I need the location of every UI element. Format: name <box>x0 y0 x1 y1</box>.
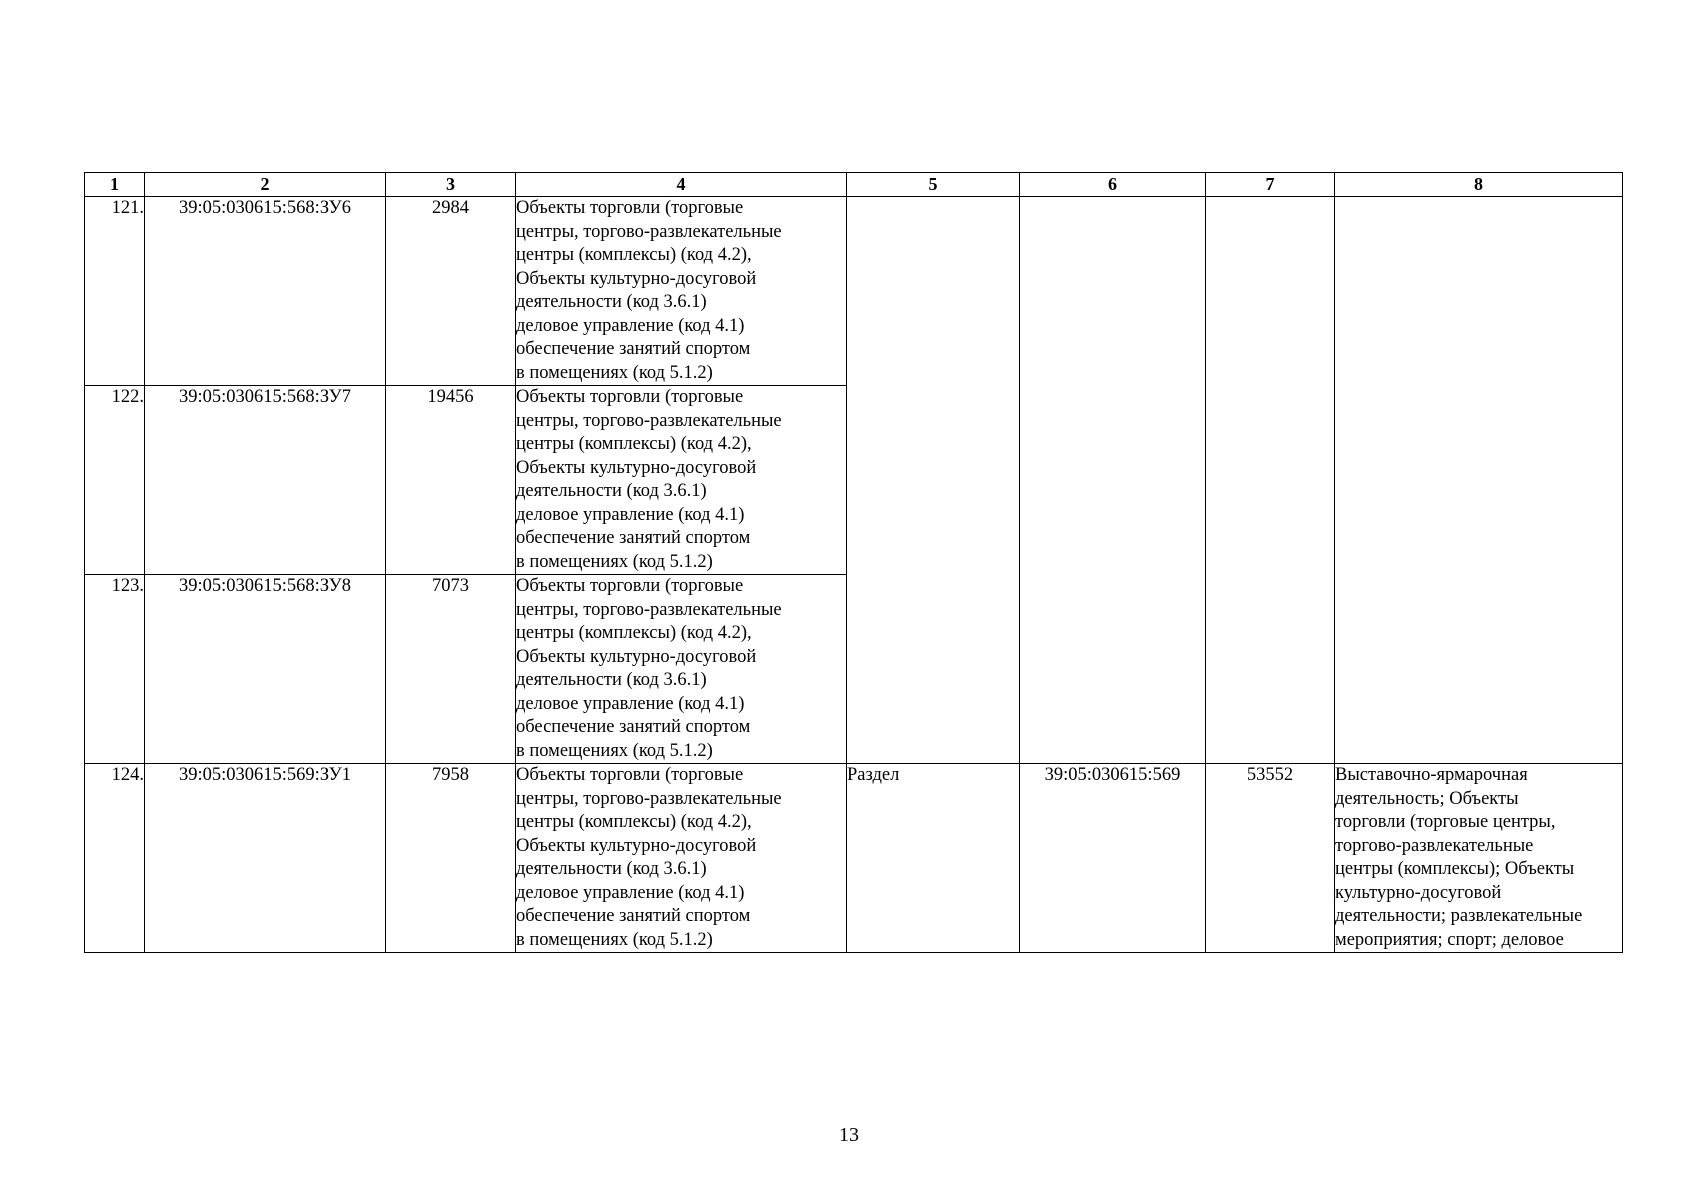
cadastral-number: 39:05:030615:568:ЗУ7 <box>145 386 386 575</box>
row-number: 124. <box>85 764 145 953</box>
permitted-use-line: Объекты культурно-досуговой <box>516 646 757 667</box>
permitted-use-line: центры (комплексы) (код 4.2), <box>516 245 752 265</box>
permitted-use-line: центры (комплексы) (код 4.2), <box>516 434 752 454</box>
header-row <box>85 173 1623 197</box>
column-header: 3 <box>386 173 516 197</box>
permitted-use <box>516 764 847 953</box>
permitted-use-line: обеспечение занятий спортом <box>516 717 751 737</box>
permitted-use-line: центры (комплексы) (код 4.2), <box>516 623 752 643</box>
cadastral-number: 39:05:030615:568:ЗУ6 <box>145 197 386 386</box>
parent-cadastral-empty <box>1020 197 1206 764</box>
permitted-use-line: Объекты торговли (торговые <box>516 387 744 407</box>
permitted-use <box>516 386 847 575</box>
row-number: 121. <box>85 197 145 386</box>
permitted-use-line: Объекты культурно-досуговой <box>516 835 757 856</box>
row-number: 123. <box>85 575 145 764</box>
permitted-use-line: обеспечение занятий спортом <box>516 906 751 926</box>
formation-method-empty <box>847 197 1020 764</box>
permitted-use-line: обеспечение занятий спортом <box>516 528 751 548</box>
formation-method: Раздел <box>847 764 1020 953</box>
plot-area: 7958 <box>386 764 516 953</box>
parent-use-line: деятельность; Объекты <box>1335 788 1519 809</box>
parent-plot-area: 53552 <box>1206 764 1335 953</box>
permitted-use-line: деловое управление (код 4.1) <box>516 315 745 336</box>
parent-permitted-use <box>1335 764 1623 953</box>
parent-use-line: мероприятия; спорт; деловое <box>1335 929 1564 950</box>
permitted-use-line: деятельности (код 3.6.1) <box>516 670 707 690</box>
permitted-use-line: деятельности (код 3.6.1) <box>516 481 707 501</box>
permitted-use-line: деловое управление (код 4.1) <box>516 882 745 903</box>
permitted-use-line: деятельности (код 3.6.1) <box>516 292 707 312</box>
permitted-use-line: в помещениях (код 5.1.2) <box>516 362 713 383</box>
parent-use-line: культурно-досуговой <box>1335 882 1502 903</box>
permitted-use-line: Объекты торговли (торговые <box>516 765 744 785</box>
parent-use-line: торговли (торговые центры, <box>1335 812 1556 832</box>
permitted-use-line: в помещениях (код 5.1.2) <box>516 929 713 950</box>
parent-use-line: Выставочно-ярмарочная <box>1335 765 1528 785</box>
plot-area: 19456 <box>386 386 516 575</box>
permitted-use-line: в помещениях (код 5.1.2) <box>516 740 713 761</box>
column-header: 7 <box>1206 173 1335 197</box>
parent-cadastral-number: 39:05:030615:569 <box>1020 764 1206 953</box>
table-row <box>85 764 1623 953</box>
parent-use-empty <box>1335 197 1623 764</box>
permitted-use-line: Объекты торговли (торговые <box>516 576 744 596</box>
permitted-use-line: центры, торгово-развлекательные <box>516 410 782 431</box>
permitted-use <box>516 197 847 386</box>
column-header: 1 <box>85 173 145 197</box>
permitted-use-line: Объекты культурно-досуговой <box>516 268 757 289</box>
permitted-use-line: деятельности (код 3.6.1) <box>516 859 707 879</box>
permitted-use-line: центры, торгово-развлекательные <box>516 221 782 242</box>
cadastral-number: 39:05:030615:569:ЗУ1 <box>145 764 386 953</box>
column-header: 2 <box>145 173 386 197</box>
permitted-use-line: в помещениях (код 5.1.2) <box>516 551 713 572</box>
column-header: 5 <box>847 173 1020 197</box>
land-plots-table <box>84 172 1623 953</box>
parent-use-line: деятельности; развлекательные <box>1335 906 1583 926</box>
column-header: 6 <box>1020 173 1206 197</box>
cadastral-number: 39:05:030615:568:ЗУ8 <box>145 575 386 764</box>
column-header: 4 <box>516 173 847 197</box>
permitted-use-line: центры (комплексы) (код 4.2), <box>516 812 752 832</box>
permitted-use-line: деловое управление (код 4.1) <box>516 693 745 714</box>
plot-area: 2984 <box>386 197 516 386</box>
parent-use-line: центры (комплексы); Объекты <box>1335 859 1575 879</box>
row-number: 122. <box>85 386 145 575</box>
table-row <box>85 197 1623 386</box>
permitted-use-line: Объекты культурно-досуговой <box>516 457 757 478</box>
permitted-use-line: деловое управление (код 4.1) <box>516 504 745 525</box>
page-number: 13 <box>839 1124 859 1146</box>
permitted-use-line: обеспечение занятий спортом <box>516 339 751 359</box>
permitted-use <box>516 575 847 764</box>
permitted-use-line: Объекты торговли (торговые <box>516 198 744 218</box>
plot-area: 7073 <box>386 575 516 764</box>
column-header: 8 <box>1335 173 1623 197</box>
permitted-use-line: центры, торгово-развлекательные <box>516 599 782 620</box>
parent-use-line: торгово-развлекательные <box>1335 835 1534 856</box>
parent-area-empty <box>1206 197 1335 764</box>
permitted-use-line: центры, торгово-развлекательные <box>516 788 782 809</box>
